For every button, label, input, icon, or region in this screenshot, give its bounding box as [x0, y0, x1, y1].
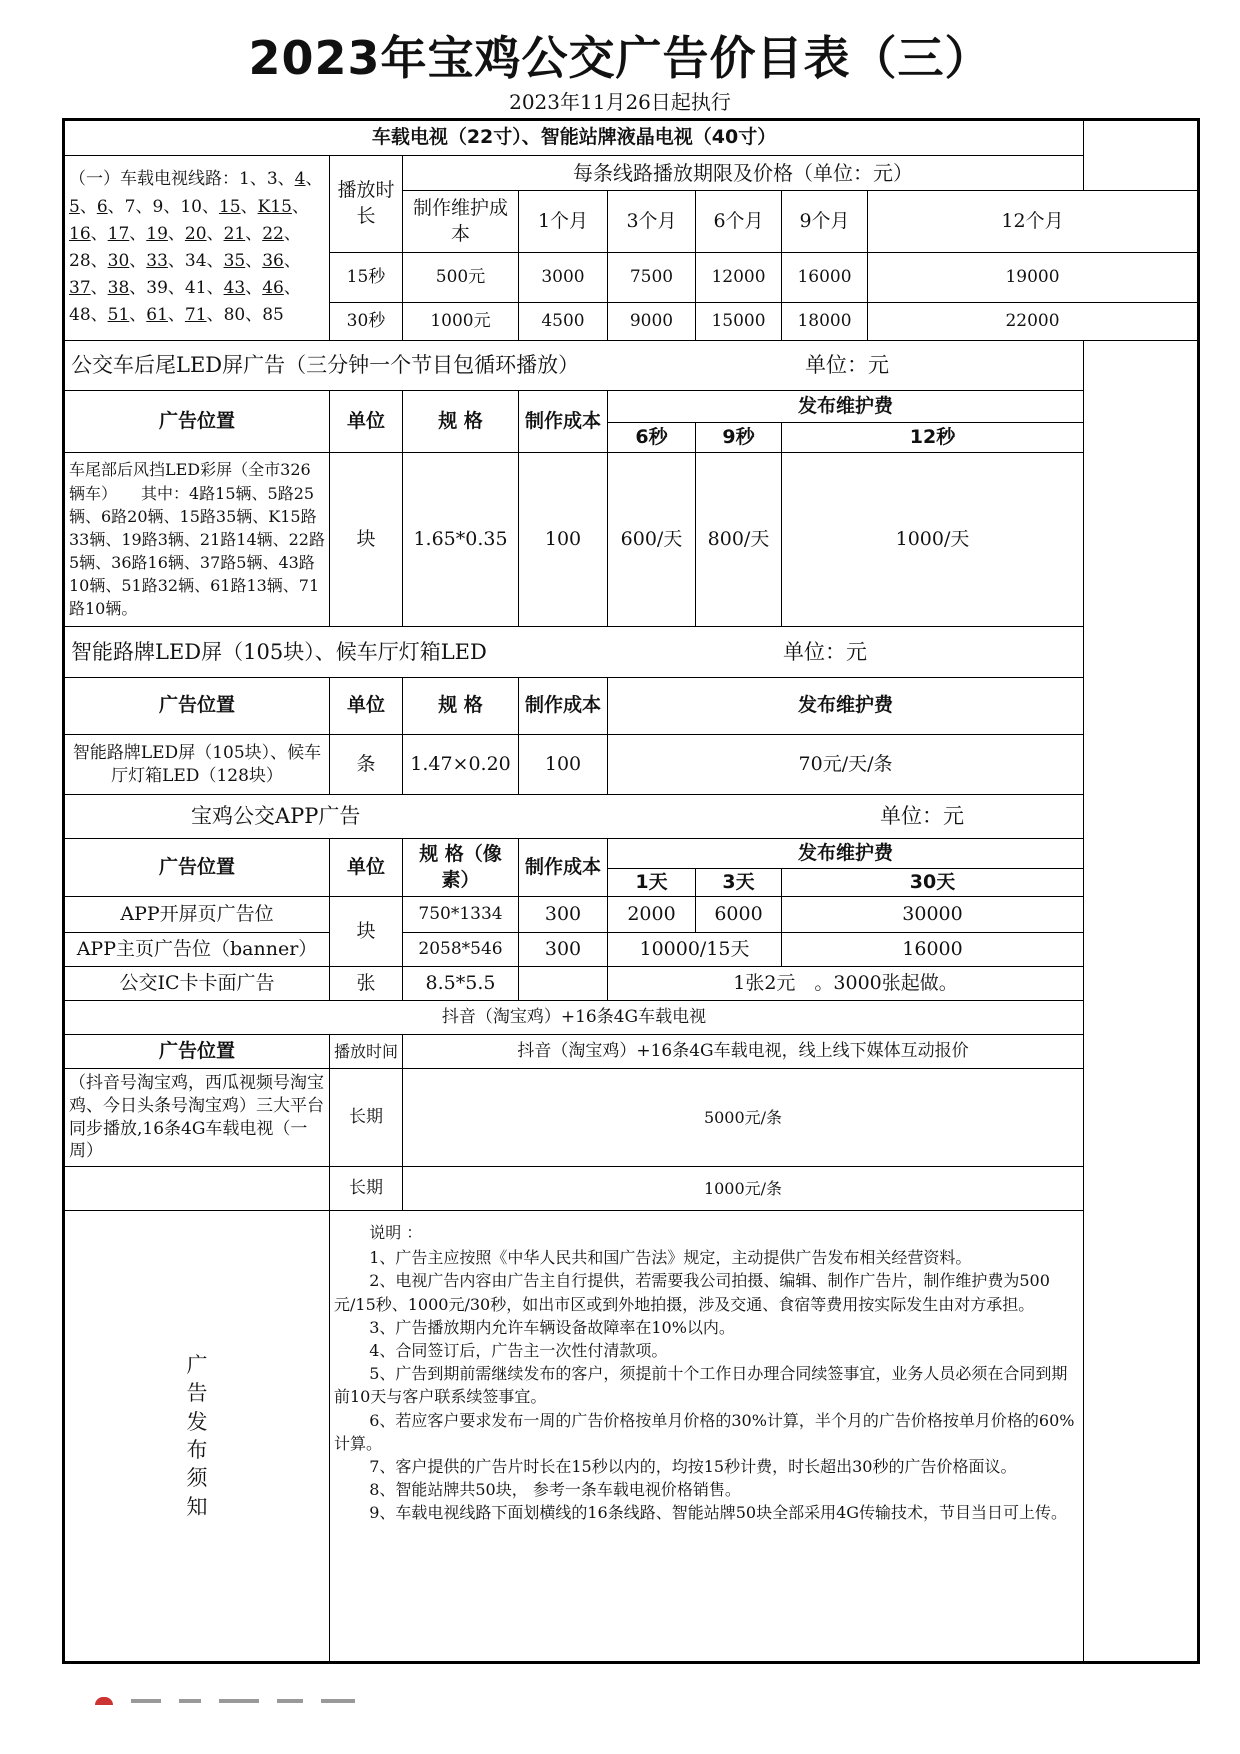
ic-cost	[519, 967, 608, 1001]
price-cell: 16000	[782, 253, 868, 303]
h-fee: 发布维护费	[608, 839, 1084, 869]
sign-row	[64, 735, 1199, 795]
footer-stamp-fragment	[95, 1690, 445, 1704]
app-heading-cell	[64, 795, 1084, 839]
douyin-heading-row	[64, 1001, 1199, 1035]
h-9s: 9秒	[696, 423, 782, 453]
app-unit-val: 块	[330, 897, 403, 967]
app-d1: 2000	[608, 897, 696, 933]
duration-cell: 30秒	[330, 303, 403, 341]
h-6s: 6秒	[608, 423, 696, 453]
route-number: 1	[239, 169, 250, 190]
h-spec: 规 格（像素）	[403, 839, 519, 897]
douyin-position: （抖音号淘宝鸡，西瓜视频号淘宝鸡、今日头条号淘宝鸡）三大平台同步播放,16条4G车载电视（一周）	[64, 1069, 330, 1167]
h-3d: 3天	[696, 869, 782, 897]
led-heading: 公交车后尾LED屏广告（三分钟一个节目包循环播放）	[71, 353, 580, 378]
notice-char: 发	[186, 1409, 208, 1434]
app-heading-row	[64, 795, 1199, 839]
route-number: 38	[107, 278, 130, 299]
route-number: 17	[107, 223, 130, 244]
notice-item: 5、广告到期前需继续发布的客户，须提前十个工作日办理合同续签事宜，业务人员必须在合同到期前10天与客户联系续签事宜。	[334, 1364, 1068, 1407]
sign-unit: 单位：元	[783, 639, 868, 664]
notice-text	[330, 1211, 1084, 1663]
app-heading: 宝鸡公交APP广告	[191, 804, 361, 829]
sign-heading-row	[64, 627, 1199, 678]
notice-char: 知	[186, 1494, 208, 1519]
h-spec: 规 格	[403, 678, 519, 735]
app-d30: 16000	[782, 933, 1084, 967]
price-cell: 22000	[868, 303, 1199, 341]
price-cell: 3000	[519, 253, 608, 303]
price-cell: 7500	[608, 253, 696, 303]
h-time: 播放时间	[330, 1035, 403, 1069]
tv-routes-list: 1、3、4、5、6、7、9、10、15、K15、16、17、19、20、21、22、28、30、33、34、35、36、37、38、39、41、43、46、48、51、61、71、80、85	[69, 169, 323, 326]
sign-header-row	[64, 678, 1199, 735]
price-header: 每条线路播放期限及价格（单位：元）	[403, 156, 1084, 191]
douyin-time: 长期	[330, 1167, 403, 1211]
led-p9: 800/天	[696, 453, 782, 627]
douyin-price: 1000元/条	[403, 1167, 1084, 1211]
h-cost: 制作成本	[519, 391, 608, 453]
route-number: 21	[223, 223, 246, 244]
effective-date: 2023年11月26日起执行	[509, 90, 731, 114]
notice-char: 布	[186, 1438, 208, 1462]
led-position: 车尾部后风挡LED彩屏（全市326辆车） 其中：4路15辆、5路25辆、6路20辆、15路35辆、K15路33辆、19路3辆、21路14辆、22路5辆、36路16辆、37路5辆、43路10辆、51路32辆、61路13辆、71路10辆。	[64, 453, 330, 627]
h-unit: 单位	[330, 391, 403, 453]
app-row-banner	[64, 933, 1199, 967]
h-position: 广告位置	[64, 839, 330, 897]
ic-card-row	[64, 967, 1199, 1001]
notice-item: 8、智能站牌共50块， 参考一条车载电视价格销售。	[369, 1480, 741, 1500]
h-30d: 30天	[782, 869, 1084, 897]
led-unit: 单位：元	[805, 353, 890, 378]
route-number: 3	[266, 169, 278, 190]
app-d1-3: 10000/15天	[608, 933, 782, 967]
sign-cost: 100	[519, 735, 608, 795]
route-number: 7	[124, 196, 136, 217]
price-cell: 18000	[782, 303, 868, 341]
app-d3: 6000	[696, 897, 782, 933]
route-number: 80	[223, 305, 246, 326]
price-cell: 19000	[868, 253, 1199, 303]
col-3m: 3个月	[608, 191, 696, 253]
led-unit-val: 块	[330, 453, 403, 627]
col-9m: 9个月	[782, 191, 868, 253]
route-number: 15	[218, 196, 241, 217]
app-cost: 300	[519, 897, 608, 933]
route-number: 9	[152, 196, 164, 217]
notice-item: 3、广告播放期内允许车辆设备故障率在10%以内。	[369, 1317, 735, 1337]
tv-routes-label: （一）车载电视线路：	[69, 169, 239, 190]
h-unit: 单位	[330, 839, 403, 897]
route-number: 28	[69, 251, 91, 271]
cost-cell: 500元	[403, 253, 519, 303]
route-number: 6	[96, 196, 108, 217]
sign-spec: 1.47×0.20	[403, 735, 519, 795]
col-12m: 12个月	[868, 191, 1199, 253]
notice-item: 2、电视广告内容由广告主自行提供，若需要我公司拍摄、编辑、制作广告片，制作维护费为500元/15秒、1000元/30秒，如出市区或到外地拍摄，涉及交通、食宿等费用按实际发生由对方承担。	[334, 1271, 1050, 1314]
route-number: 41	[184, 278, 207, 299]
duration-cell: 15秒	[330, 253, 403, 303]
notice-item: 9、车载电视线路下面划横线的16条线路、智能站牌50块全部采用4G传输技术，节目当日可上传。	[369, 1503, 1068, 1523]
sign-unit-val: 条	[330, 735, 403, 795]
h-fee: 发布维护费	[608, 678, 1084, 735]
sign-heading-cell	[64, 627, 1084, 678]
price-cell: 9000	[608, 303, 696, 341]
douyin-header-row	[64, 1035, 1199, 1069]
led-header-row	[64, 391, 1199, 423]
app-spec: 750*1334	[403, 897, 519, 933]
route-number: K15	[257, 196, 292, 217]
douyin-position-empty	[64, 1167, 330, 1211]
notice-char: 广	[186, 1352, 208, 1377]
led-heading-row	[64, 341, 1199, 391]
douyin-row-2	[64, 1167, 1199, 1211]
route-number: 20	[184, 223, 207, 244]
route-number: 34	[184, 251, 207, 271]
tv-header-row	[64, 156, 1199, 191]
h-12s: 12秒	[782, 423, 1084, 453]
app-position: APP开屏页广告位	[64, 897, 330, 933]
route-number: 5	[69, 196, 80, 217]
notice-row	[64, 1211, 1199, 1663]
h-fee: 发布维护费	[608, 391, 1084, 423]
route-number: 51	[107, 305, 130, 326]
sign-position: 智能路牌LED屏（105块）、候车厅灯箱LED（128块）	[64, 735, 330, 795]
led-p6: 600/天	[608, 453, 696, 627]
app-cost: 300	[519, 933, 608, 967]
notice-char: 告	[186, 1381, 208, 1406]
route-number: 30	[107, 251, 130, 271]
notice-item: 7、客户提供的广告片时长在15秒以内的，均按15秒计费，时长超出30秒的广告价格面议。	[369, 1456, 1017, 1476]
h-unit: 单位	[330, 678, 403, 735]
led-p12: 1000/天	[782, 453, 1084, 627]
sign-fee: 70元/天/条	[608, 735, 1084, 795]
app-row-splash	[64, 897, 1199, 933]
h-position: 广告位置	[64, 391, 330, 453]
app-unit: 单位：元	[880, 804, 965, 829]
led-row	[64, 453, 1199, 627]
price-cell: 15000	[696, 303, 782, 341]
price-table	[62, 118, 1200, 1664]
douyin-time: 长期	[330, 1069, 403, 1167]
app-spec: 2058*546	[403, 933, 519, 967]
notice-lead: 说明 ：	[369, 1223, 423, 1242]
tv-routes-cell	[64, 156, 330, 341]
route-number: 35	[223, 251, 246, 271]
app-d30: 30000	[782, 897, 1084, 933]
route-number: 85	[262, 305, 284, 326]
ic-spec: 8.5*5.5	[403, 967, 519, 1001]
col-1m: 1个月	[519, 191, 608, 253]
h-cost: 制作成本	[519, 678, 608, 735]
cost-cell: 1000元	[403, 303, 519, 341]
tv-heading: 车载电视（22寸）、智能站牌液晶电视（40寸）	[64, 120, 1084, 156]
h-spec: 规 格	[403, 391, 519, 453]
price-cell: 12000	[696, 253, 782, 303]
route-number: 46	[262, 278, 284, 299]
led-heading-cell	[64, 341, 1084, 391]
douyin-price: 5000元/条	[403, 1069, 1084, 1167]
h-1d: 1天	[608, 869, 696, 897]
route-number: 43	[223, 278, 246, 299]
route-number: 19	[146, 223, 168, 244]
route-number: 4	[294, 169, 306, 190]
route-number: 48	[69, 305, 91, 326]
page-title: 2023年宝鸡公交广告价目表（三）	[248, 31, 992, 85]
notice-item: 1、广告主应按照《中华人民共和国广告法》规定，主动提供广告发布相关经营资料。	[369, 1248, 972, 1268]
route-number: 39	[146, 278, 168, 299]
notice-item: 6、若应客户要求发布一周的广告价格按单月价格的30%计算，半个月的广告价格按单月价格的60%计算。	[334, 1410, 1075, 1453]
notice-label	[64, 1211, 330, 1663]
route-number: 33	[146, 251, 168, 271]
h-desc: 抖音（淘宝鸡）+16条4G车载电视，线上线下媒体互动报价	[403, 1035, 1084, 1069]
route-number: 22	[262, 223, 284, 244]
tv-heading-row	[64, 120, 1199, 156]
col-6m: 6个月	[696, 191, 782, 253]
ic-fee: 1张2元 。3000张起做。	[608, 967, 1084, 1001]
led-spec: 1.65*0.35	[403, 453, 519, 627]
app-header-row	[64, 839, 1199, 869]
ic-unit: 张	[330, 967, 403, 1001]
h-position: 广告位置	[64, 678, 330, 735]
ic-position: 公交IC卡卡面广告	[64, 967, 330, 1001]
led-cost: 100	[519, 453, 608, 627]
duration-header: 播放时长	[330, 156, 403, 253]
col-cost: 制作维护成本	[403, 191, 519, 253]
route-number: 61	[146, 305, 168, 326]
notice-item: 4、合同签订后，广告主一次性付清款项。	[369, 1340, 668, 1360]
route-number: 10	[180, 196, 202, 217]
sign-heading: 智能路牌LED屏（105块）、候车厅灯箱LED	[71, 639, 487, 664]
notice-char: 须	[186, 1466, 208, 1491]
h-cost: 制作成本	[519, 839, 608, 897]
price-cell: 4500	[519, 303, 608, 341]
route-number: 16	[69, 223, 91, 244]
app-position: APP主页广告位（banner）	[64, 933, 330, 967]
route-number: 37	[69, 278, 91, 299]
douyin-heading: 抖音（淘宝鸡）+16条4G车载电视	[64, 1001, 1084, 1035]
douyin-row-1	[64, 1069, 1199, 1167]
route-number: 36	[262, 251, 284, 271]
route-number: 71	[184, 305, 207, 326]
h-position: 广告位置	[64, 1035, 330, 1069]
